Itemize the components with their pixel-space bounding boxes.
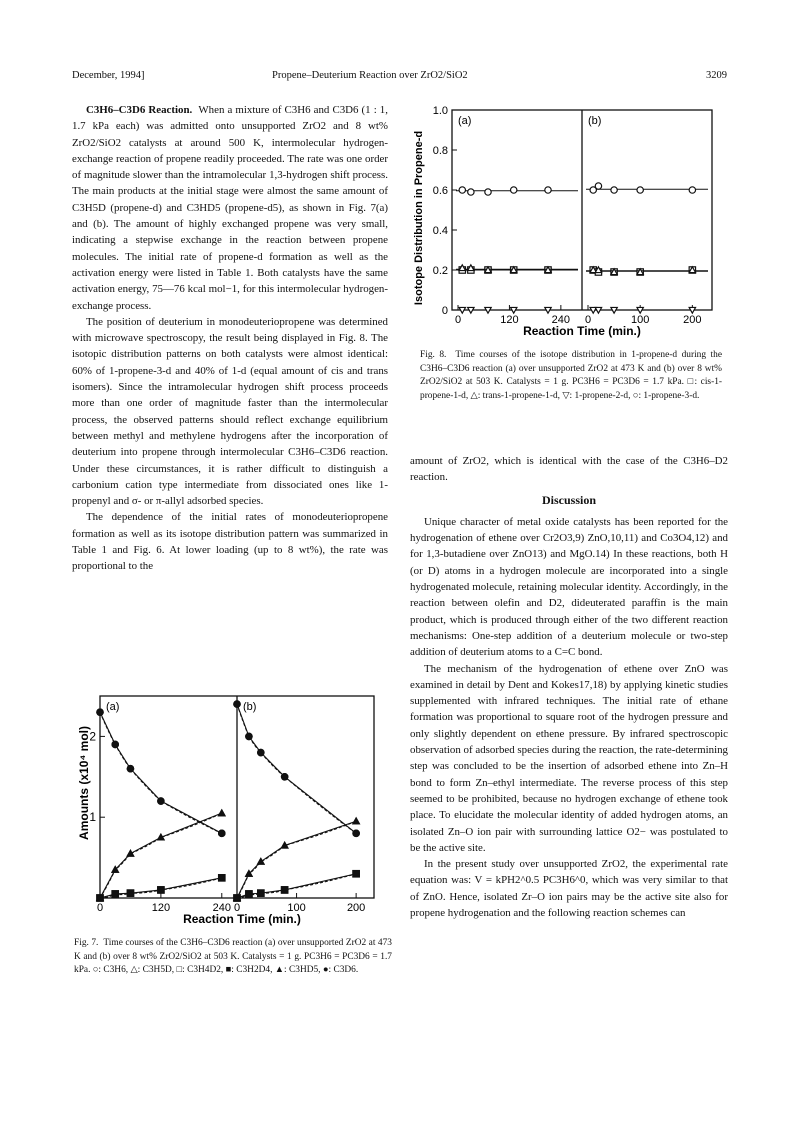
x-tick-label: 0	[454, 314, 462, 326]
panel-label: (b)	[588, 115, 602, 127]
circle-marker	[545, 187, 551, 193]
triangle-down-marker	[689, 307, 695, 313]
circle-marker	[158, 798, 164, 804]
series-line	[237, 704, 356, 833]
paragraph: Unique character of metal oxide catalysts has been reported for the hydrogenation of ethene over Cr2O3,9) ZnO,10,11) and Co3O4,12) and for 1,3-butadiene over ZnO13) and MgO.14) In these reactions, both H (or D) atoms in a hydrogen molecule are incorporated into a single hydrogenated molecule, retaining molecular identity. Accordingly, in the reaction between olefin and D2, dideuterated paraffin is the main product, which is produced through either of the two different reaction mechanisms: One-step addition of a deuterium molecule or two-step addition of deuterium atoms to a C=C bond.	[410, 515, 728, 659]
y-tick-label: 0.8	[432, 145, 448, 157]
series-line	[237, 821, 356, 898]
triangle-down-marker	[637, 307, 643, 313]
y-tick-label: 0.6	[432, 185, 448, 197]
paragraph: amount of ZrO2, which is identical with the case of the C3H6–D2 reaction.	[410, 455, 728, 484]
triangle-marker	[258, 858, 264, 864]
x-tick-label: 120	[500, 314, 519, 326]
triangle-down-marker	[545, 307, 551, 313]
caption-label: Fig. 8.	[420, 350, 447, 360]
series-line	[100, 712, 222, 833]
triangle-marker	[353, 818, 359, 824]
caption-label: Fig. 7.	[74, 938, 99, 948]
header-page-number: 3209	[706, 70, 727, 81]
x-tick-label: 100	[630, 314, 650, 326]
triangle-marker	[281, 842, 287, 848]
circle-marker	[637, 187, 643, 193]
panel-label: (a)	[106, 701, 120, 713]
paragraph: In the present study over unsupported ZrO2, the experimental rate equation was: V = kPH2^0.5 PC3H6^0, which was very similar to that of ZnO. Hence, isolated Zr–O ion pairs may be the active site also for propene hydrogenation and the following reaction schemes can	[410, 858, 728, 920]
triangle-marker	[219, 810, 225, 816]
paragraph: The dependence of the initial rates of monodeuteriopropene formation as well as its isotope distribution pattern was summarized in Table 1 and Fig. 6. At lower loading (up to 8 wt%), the rate was proportional to the	[72, 511, 388, 573]
x-tick-label: 120	[151, 902, 171, 914]
circle-marker	[353, 830, 359, 836]
paragraph: The mechanism of the hydrogenation of ethene over ZnO was examined in detail by Dent and Kokes17,18) by applying kinetic studies supplemented with infrared techniques. The initial rate of ethane formation was proportional to square root of the hydrogen pressure and only slightly dependent on ethene pressure. By infrared spectroscopic observation of adsorbed species during the reaction, the rate-determining step was concluded to be the insertion of adsorbed ethene into Zn–H bond to form Zn–ethyl intermediate. The reverse process of this step seemed to be prohibited, because no hydrogen exchange of ethene took place. To elucidate the molecular identity of added hydrogen atoms, an isolated Zn–O ion pair with surrounding lattice O2− was postulated to be the active site.	[410, 662, 728, 854]
square-marker	[258, 890, 264, 896]
caption-text: Time courses of the isotope distribution in 1-propene-d during the C3H6–C3D6 reaction (a) over unsupported ZrO2 at 473 K and (b) over 8 wt% ZrO2/SiO2 at 503 K. Catalysts = 1 g. PC3H6 = PC3D6 = 1.7 kPa. □: cis-1-propene-1-d, △: trans-1-propene-1-d, ▽: 1-propene-2-d, ○: 1-propene-3-d.	[420, 350, 722, 401]
series-line	[237, 821, 356, 898]
header-date: December, 1994]	[72, 70, 145, 81]
figure-7-caption	[74, 937, 392, 978]
circle-marker	[258, 749, 264, 755]
circle-marker	[595, 183, 601, 189]
circle-marker	[689, 187, 695, 193]
run-in-heading: C3H6–C3D6 Reaction.	[86, 104, 193, 116]
circle-marker	[219, 830, 225, 836]
circle-marker	[127, 766, 133, 772]
circle-marker	[281, 774, 287, 780]
figure-7-plot	[89, 696, 374, 914]
panel-label: (b)	[243, 701, 257, 713]
x-tick-label: 240	[551, 314, 571, 326]
figure-7	[72, 688, 382, 928]
y-tick-label: 1.0	[432, 105, 448, 117]
triangle-marker	[468, 265, 474, 271]
circle-marker	[459, 187, 465, 193]
x-tick-label: 0	[96, 902, 104, 914]
square-marker	[127, 890, 133, 896]
caption-text: Time courses of the C3H6–C3D6 reaction (a) over unsupported ZrO2 at 473 K and (b) over 8 wt% ZrO2/SiO2 at 503 K. Catalysts = 1 g. PC3H6 = PC3D6 = 1.7 kPa. ○: C3H6, △: C3H5D, □: C3H4D2, ■: C3H2D4, ▲: C3HD5, ●: C3D6.	[74, 938, 392, 976]
x-tick-label: 0	[584, 314, 592, 326]
right-column	[410, 453, 728, 921]
x-tick-label: 240	[212, 902, 231, 914]
x-tick-label: 200	[346, 902, 366, 914]
y-tick-label: 0	[441, 305, 448, 317]
triangle-down-marker	[459, 307, 465, 313]
circle-marker	[485, 189, 491, 195]
paragraph	[72, 102, 388, 314]
panel-label: (a)	[458, 115, 472, 127]
triangle-marker	[459, 265, 465, 271]
y-tick-label: 0.4	[432, 225, 448, 237]
circle-marker	[97, 709, 103, 715]
circle-marker	[246, 733, 252, 739]
paragraph: The position of deuterium in monodeuteriopropene was determined with microwave spectroscopy, the result being displayed in Fig. 8. The isotopic distribution patterns on both catalysts were almost identical: 60% of 1-propene-3-d and 40% of 1-d (equal amount of cis and trans isomers). Since the intramolecular hydrogen shift process proceeds more than one order of magnitude faster than the intermolecular process, the observed patterns should reflect exchange equilibrium between methyl and methylene hydrogens after the incorporation of deuterium into propene through intermolecular C3H6–C3D6 reaction. Under these circumstances, it is rather difficult to distinguish a carbonium cation type intermediate from dissociated ones like 1-propenyl and σ- or π-allyl adsorbed species.	[72, 315, 388, 508]
figure-8-caption	[420, 349, 722, 403]
triangle-down-marker	[595, 307, 601, 313]
circle-marker	[611, 187, 617, 193]
triangle-marker	[127, 850, 133, 856]
y-tick-label: 0.2	[432, 265, 448, 277]
triangle-down-marker	[611, 307, 617, 313]
fig8-x-axis-label: Reaction Time (min.)	[523, 324, 641, 338]
triangle-marker	[158, 834, 164, 840]
square-marker	[97, 895, 103, 901]
figure-8	[412, 100, 722, 345]
triangle-down-marker	[511, 307, 517, 313]
series-line	[100, 813, 222, 898]
left-column	[72, 102, 388, 575]
y-tick-label: 1	[89, 810, 96, 825]
fig8-y-axis-label: Isotope Distribution in Propene-d	[413, 130, 425, 306]
square-marker	[281, 887, 287, 893]
square-marker	[219, 875, 225, 881]
circle-marker	[234, 701, 240, 707]
square-marker	[112, 891, 118, 897]
square-marker	[246, 891, 252, 897]
series-line	[100, 712, 222, 833]
series-line	[237, 704, 356, 833]
fig7-x-axis-label: Reaction Time (min.)	[183, 912, 301, 926]
x-tick-label: 200	[683, 314, 702, 326]
figure-8-plot	[433, 105, 712, 326]
circle-marker	[112, 741, 118, 747]
running-header	[72, 70, 727, 86]
square-marker	[158, 887, 164, 893]
circle-marker	[511, 187, 517, 193]
header-running-title: Propene–Deuterium Reaction over ZrO2/SiO2	[272, 70, 468, 81]
triangle-down-marker	[485, 307, 491, 313]
triangle-down-marker	[468, 307, 474, 313]
square-marker	[353, 871, 359, 877]
x-tick-label: 100	[287, 902, 306, 914]
section-title: Discussion	[541, 492, 597, 507]
circle-marker	[468, 189, 474, 195]
square-marker	[234, 895, 240, 901]
x-tick-label: 0	[233, 902, 241, 914]
y-tick-label: 2	[89, 729, 96, 744]
series-line	[100, 813, 222, 898]
paragraph-text: When a mixture of C3H6 and C3D6 (1 : 1, 1.7 kPa each) was admitted onto unsupported ZrO2 and 8 wt% ZrO2/SiO2 catalysts at around 500 K, intermolecular hydrogen-exchange reaction of propene readily proceeded. The rate was one order of magnitude slower than the intramolecular 1,3-hydrogen shift process. The main products at the initial stage were almost the same amount of C3H5D (propene-d) and C3HD5 (propene-d5), as shown in Fig. 7(a) and (b). The amount of highly exchanged propene was very small, indicating a stepwise exchange in the reaction between propene molecules. The initial rate of propene-d formation as well as the activation energy were listed in Table 1. Both catalysts have the same activation energy, 75—76 kcal mol−1, for this intermolecular hydrogen-exchange process.	[72, 104, 388, 312]
fig7-y-axis-label: Amounts (x10⁴ mol)	[77, 726, 91, 840]
